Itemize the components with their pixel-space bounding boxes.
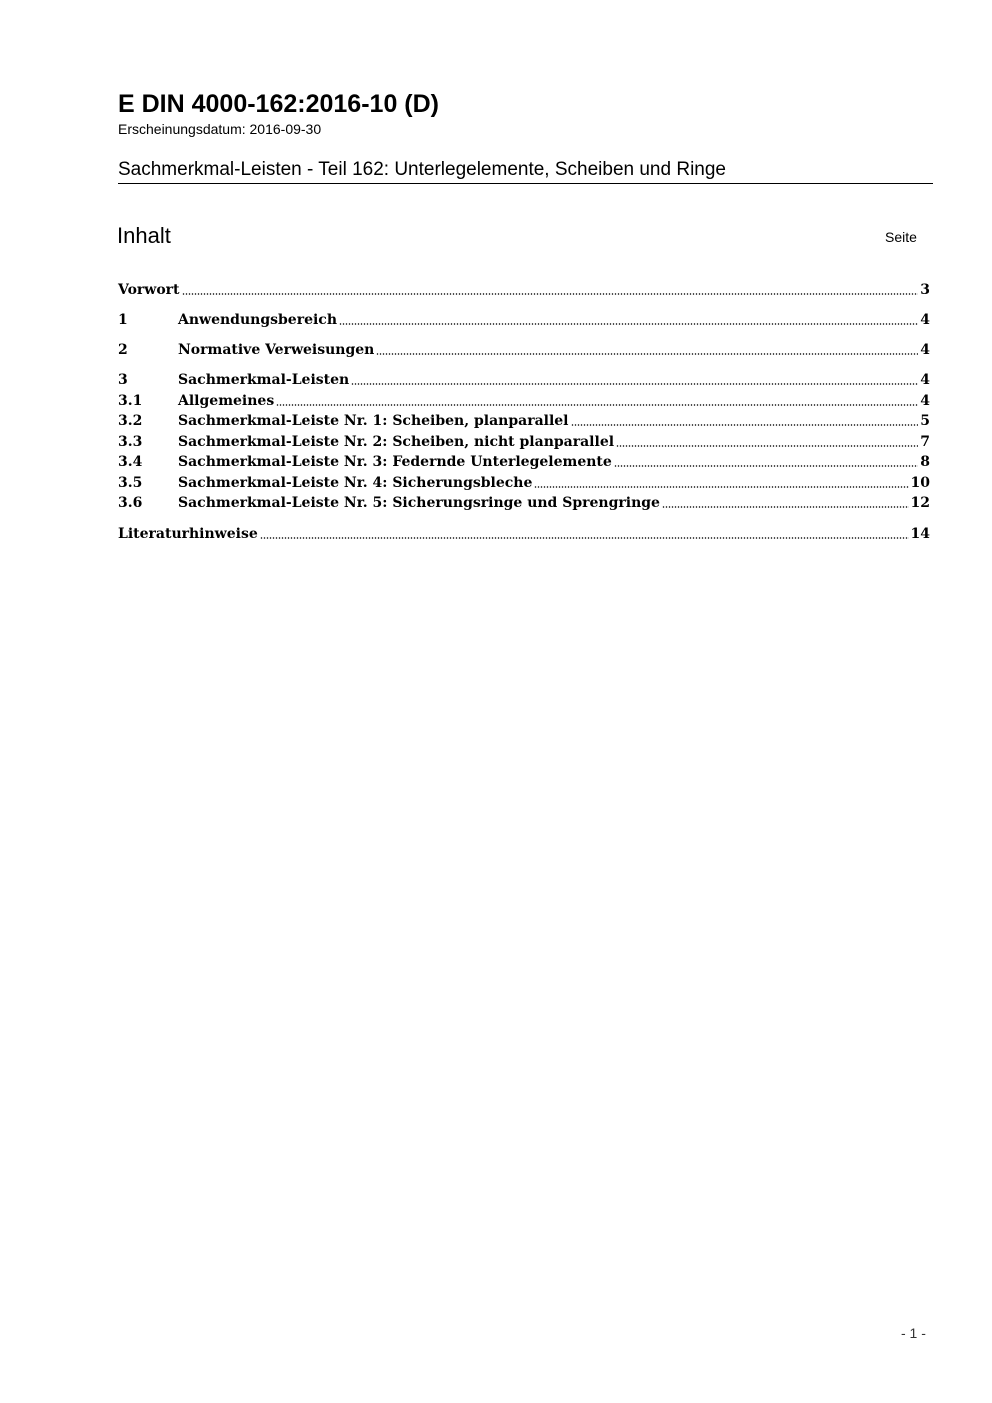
toc-dot-leader [182,293,919,295]
toc-dot-leader [614,465,918,467]
toc-dot-leader [260,537,909,539]
toc-entry-label: Sachmerkmal-Leiste Nr. 5: Sicherungsringe und Sprengringe [178,495,660,511]
toc-entry-label: Sachmerkmal-Leiste Nr. 3: Federnde Unterlegelemente [178,454,612,470]
toc-dot-leader [276,404,918,406]
toc-entry-number: 3.4 [118,454,143,470]
toc-entry-3-6[interactable] [118,493,930,513]
toc-entry-page: 12 [910,495,930,511]
toc-entry-number: 2 [118,342,128,358]
toc-entry-label: Anwendungsbereich [178,312,337,328]
toc-entry-page: 8 [920,454,930,470]
toc-entry-label: Sachmerkmal-Leiste Nr. 1: Scheiben, planparallel [178,413,569,429]
toc-entry-3-1[interactable] [118,391,930,411]
page-number: - 1 - [901,1325,926,1341]
toc-entry-label: Sachmerkmal-Leiste Nr. 4: Sicherungsbleche [178,475,533,491]
toc-entry-label: Sachmerkmal-Leisten [178,372,350,388]
toc-entry-page: 4 [920,312,930,328]
toc-entry-page: 4 [920,393,930,409]
toc-entry-3-5[interactable] [118,473,930,493]
toc-page-column-label: Seite [885,229,917,245]
toc-entry-page: 3 [920,282,930,298]
toc-entry-3-2[interactable] [118,411,930,431]
toc-heading: Inhalt [117,223,171,248]
toc-dot-leader [351,383,918,385]
toc-dot-leader [616,445,918,447]
toc-entry-label: Normative Verweisungen [178,342,375,358]
toc-dot-leader [339,323,918,325]
toc-entry-page: 4 [920,342,930,358]
document-id: E DIN 4000-162:2016-10 (D) [118,90,439,118]
toc-entry-page: 4 [920,372,930,388]
toc-entry-vorwort[interactable] [118,280,930,300]
toc-entry-number: 3 [118,372,128,388]
toc-entry-page: 10 [910,475,930,491]
toc-entry-number: 3.5 [118,475,143,491]
toc-entry-number: 3.6 [118,495,143,511]
toc-entry-literaturhinweise[interactable] [118,524,930,544]
toc-entry-label: Allgemeines [178,393,275,409]
toc-entry-3[interactable] [118,370,930,390]
toc-entry-page: 14 [910,526,930,542]
publication-date: Erscheinungsdatum: 2016-09-30 [118,121,322,137]
toc-dot-leader [376,353,918,355]
toc-entry-number: 3.3 [118,434,143,450]
toc-entry-2[interactable] [118,340,930,360]
toc-entry-label: Vorwort [118,282,180,298]
toc-entry-1[interactable] [118,310,930,330]
toc-entry-number: 3.2 [118,413,143,429]
toc-entry-label: Literaturhinweise [118,526,258,542]
document-title: Sachmerkmal-Leisten - Teil 162: Unterlegelemente, Scheiben und Ringe [118,158,933,184]
toc-entry-number: 1 [118,312,128,328]
toc-entry-page: 5 [920,413,930,429]
toc-entry-page: 7 [920,434,930,450]
toc-entry-3-3[interactable] [118,432,930,452]
toc-dot-leader [662,506,909,508]
toc-entry-3-4[interactable] [118,452,930,472]
toc-dot-leader [534,486,908,488]
toc-entry-label: Sachmerkmal-Leiste Nr. 2: Scheiben, nicht planparallel [178,434,615,450]
toc-dot-leader [571,424,919,426]
toc-entry-number: 3.1 [118,393,143,409]
